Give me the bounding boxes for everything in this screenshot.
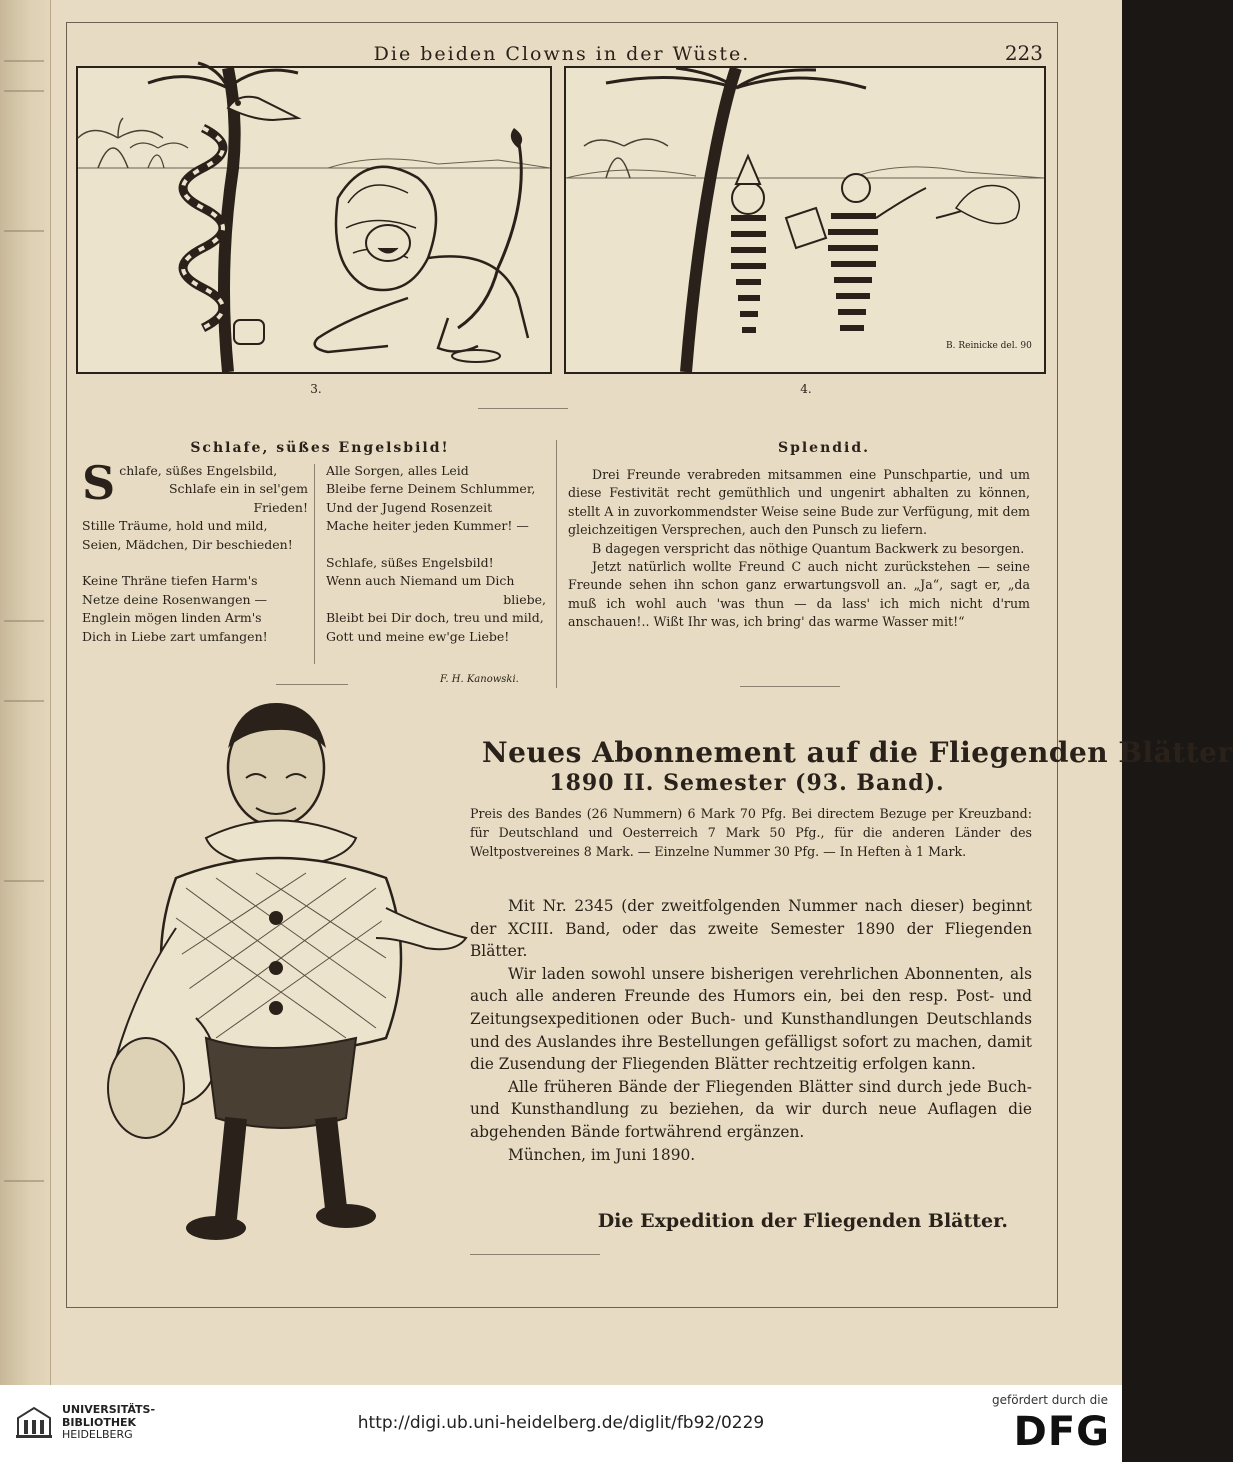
- divider: [470, 1254, 600, 1255]
- poem-column-1: [82, 456, 308, 646]
- anecdote-text: [568, 466, 1030, 632]
- anecdote-title: Splendid.: [777, 440, 871, 456]
- poem-line: Keine Thräne tiefen Harm's: [82, 573, 258, 589]
- anecdote-paragraph: Drei Freunde verabreden mitsammen eine Punschpartie, und um diese Festivität recht gemüthlich und ungenirt abhalten zu können, stellt A in zuvorkommendster Weise seine Bude zur Verfügung, mit dem gleichzeitigen Versprechen, auch den Punsch zu liefern.: [568, 467, 1030, 538]
- funding-note: gefördert durch die: [992, 1393, 1108, 1407]
- poem-line: Netze deine Rosenwangen —: [82, 591, 268, 607]
- ad-subheading: 1890 II. Semester (93. Band).: [549, 770, 945, 796]
- poem-line: Stille Träume, hold und mild,: [82, 518, 268, 534]
- divider: [740, 686, 840, 687]
- viewer-footer: [0, 1385, 1122, 1462]
- dropcap: S: [82, 456, 116, 510]
- poem-line: Frieden!: [253, 499, 308, 515]
- source-url-link[interactable]: http://digi.ub.uni-heidelberg.de/diglit/fb92/0229: [357, 1413, 765, 1433]
- ad-paragraph: Alle früheren Bände der Fliegenden Blätter sind durch jede Buch- und Kunsthandlung zu beziehen, da wir durch neue Auflagen die abgehenden Bände fortwährend ergänzen.: [470, 1077, 1032, 1141]
- poem-line: Bleibe ferne Deinem Schlummer,: [326, 481, 536, 497]
- poem-line: Gott und meine ew'ge Liebe!: [326, 628, 510, 644]
- column-divider: [556, 440, 557, 688]
- poem-line: Dich in Liebe zart umfangen!: [82, 628, 268, 644]
- panel-number-3: 3.: [310, 382, 322, 396]
- poem-line: [326, 536, 546, 554]
- ad-signature: Die Expedition der Fliegenden Blätter.: [597, 1210, 1008, 1232]
- poem-author: F. H. Kanowski.: [440, 674, 519, 685]
- poem-line: [82, 554, 308, 572]
- cartoon-panel-4: [564, 66, 1046, 374]
- library-name: UNIVERSITÄTS- BIBLIOTHEK HEIDELBERG: [62, 1403, 156, 1441]
- facing-page-edge: [0, 0, 51, 1385]
- poem-line: Mache heiter jeden Kummer! —: [326, 518, 529, 534]
- anecdote-paragraph: Jetzt natürlich wollte Freund C auch nicht zurückstehen — seine Freunde sehen ihn schon ganz erwartungsvoll an. „Ja“, sagt er, „da muß ich wohl auch 'was thun — da lass' ich mich nicht d'rum anschauen!.. Wißt Ihr was, ich bring' das warme Wasser mit!“: [568, 559, 1030, 630]
- clown-figure-illustration: [96, 708, 468, 1248]
- poem-column-2: [326, 462, 546, 646]
- poem-line: Wenn auch Niemand um Dich: [326, 573, 515, 589]
- poem-line: Alle Sorgen, alles Leid: [326, 463, 469, 478]
- artist-signature: B. Reinicke del. 90: [946, 341, 1032, 351]
- panel-number-4: 4.: [800, 382, 812, 396]
- clowns-accordion-illustration: [566, 68, 1044, 372]
- ad-body: [470, 895, 1032, 1166]
- dfg-logo: DFG: [1013, 1409, 1110, 1455]
- divider: [276, 684, 348, 685]
- poem-line: Und der Jugend Rosenzeit: [326, 499, 493, 515]
- ad-heading: Neues Abonnement auf die Fliegenden Blätter: [482, 736, 1233, 769]
- poem-line: Englein mögen linden Arm's: [82, 610, 262, 626]
- divider: [478, 408, 568, 409]
- running-head: Die beiden Clowns in der Wüste.: [373, 43, 751, 65]
- poem-line: Seien, Mädchen, Dir beschieden!: [82, 536, 293, 552]
- page-number: 223: [1004, 41, 1043, 65]
- cartoon-panel-3: [76, 66, 552, 374]
- poem-title: Schlafe, süßes Engelsbild!: [190, 440, 450, 456]
- ad-paragraph: Wir laden sowohl unsere bisherigen verehrlichen Abonnenten, als auch alle anderen Freunde des Humors ein, bei den resp. Post- und Zeitungsexpeditionen oder Buch- und Kunsthandlungen Deutschlands und des Auslandes ihre Bestellungen gefälligst sofort zu machen, damit die Zusendung der Fliegenden Blätter rechtzeitig erfolgen kann.: [470, 964, 1032, 1074]
- poem-line: chlafe, süßes Engelsbild,: [119, 463, 278, 478]
- poem-line: Schlafe ein in sel'gem: [168, 481, 308, 497]
- poem-line: Bleibt bei Dir doch, treu und mild,: [326, 610, 544, 626]
- anecdote-paragraph: B dagegen verspricht das nöthige Quantum Backwerk zu besorgen.: [592, 540, 1025, 556]
- ad-price-info: Preis des Bandes (26 Nummern) 6 Mark 70 Pfg. Bei directem Bezuge per Kreuzband: für Deutschland und Oesterreich 7 Mark 50 Pfg., für die anderen Länder des Weltpostvereines 8 Mark. — Einzelne Nummer 30 Pfg. — In Heften à 1 Mark.: [470, 806, 1032, 859]
- poem-line: Schlafe, süßes Engelsbild!: [326, 555, 494, 571]
- ad-dateline: München, im Juni 1890.: [508, 1145, 696, 1164]
- ad-paragraph: Mit Nr. 2345 (der zweitfolgenden Nummer nach dieser) beginnt der XCIII. Band, oder das zweite Semester 1890 der Fliegenden Blätter.: [470, 897, 1032, 961]
- lion-clown-illustration: [78, 68, 550, 372]
- column-divider: [314, 464, 315, 664]
- poem-line: bliebe,: [503, 591, 546, 607]
